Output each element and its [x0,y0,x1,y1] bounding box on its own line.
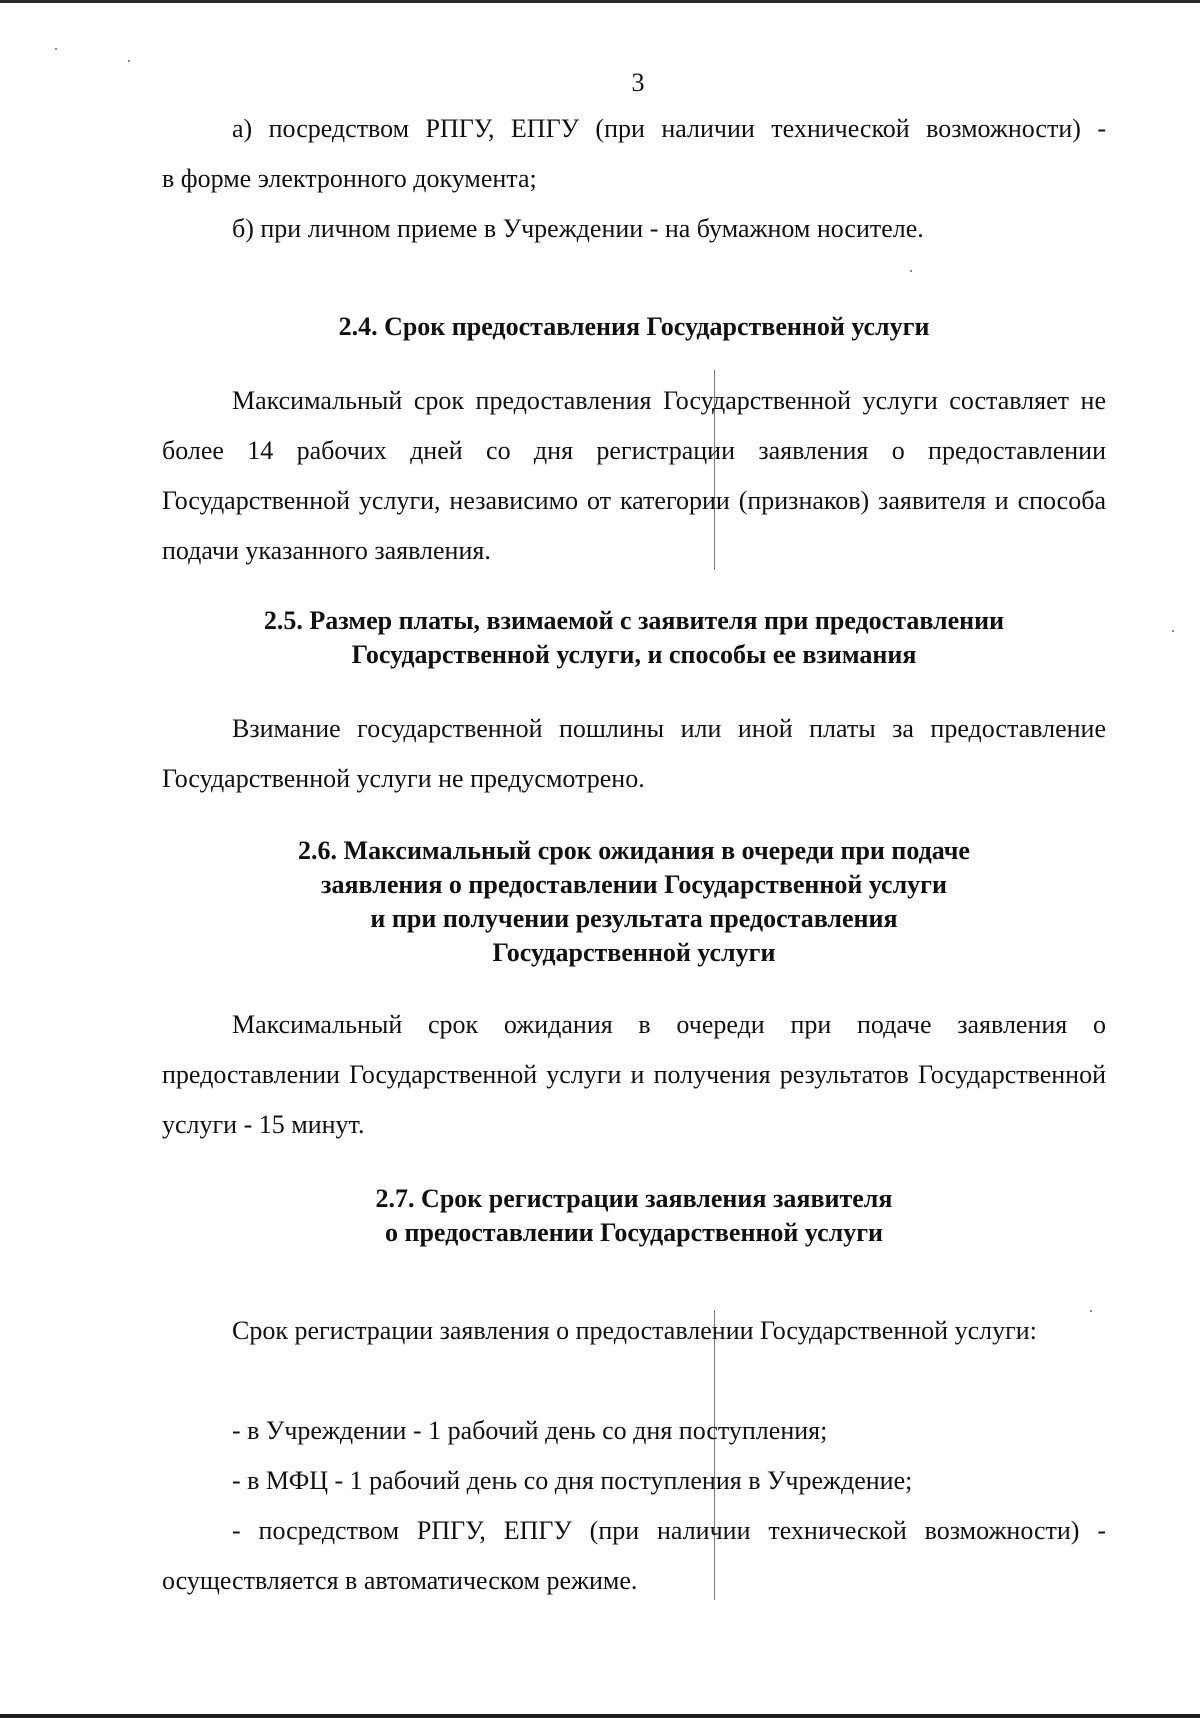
paragraph-fee: Взимание государственной пошлины или иной платы за предоставление Государственной услуги не предусмотрено. [162,714,1106,793]
section-heading-2-6: 2.6. Максимальный срок ожидания в очереди при подаче заявления о предоставлении Государственной услуги и при получении результата предоставления Государственной услуги [298,836,970,967]
list-item-institution: - в Учреждении - 1 рабочий день со дня поступления; [232,1416,828,1445]
scan-speck [910,270,912,272]
scan-speck [1172,630,1174,632]
scan-top-edge [0,0,1200,3]
list-item-mfc: - в МФЦ - 1 рабочий день со дня поступления в Учреждение; [232,1466,913,1495]
paragraph-method-b: б) при личном приеме в Учреждении - на бумажном носителе. [232,214,924,243]
paragraph-method-a-line1: а) посредством РПГУ, ЕПГУ (при наличии технической возможности) - [232,114,1106,143]
paragraph-max-term: Максимальный срок предоставления Государственной услуги составляет не более 14 рабочих дней со дня регистрации заявления о предоставлении Государственной услуги, независимо от категории (признаков) заявителя и способа подачи указанного заявления. [162,386,1106,565]
scan-speck [55,48,57,50]
page-number: 3 [631,68,645,97]
paragraph-registration-term: Срок регистрации заявления о предоставлении Государственной услуги: [232,1316,1037,1345]
list-item-online-line2: осуществляется в автоматическом режиме. [162,1566,638,1595]
section-heading-2-4: 2.4. Срок предоставления Государственной услуги [338,312,930,341]
scan-speck [128,60,130,62]
section-heading-2-5: 2.5. Размер платы, взимаемой с заявителя при предоставлении Государственной услуги, и способы ее взимания [263,606,1005,669]
section-heading-2-7: 2.7. Срок регистрации заявления заявителя о предоставлении Государственной услуги [375,1184,893,1247]
scan-bottom-edge [0,1714,1200,1718]
paragraph-queue-time: Максимальный срок ожидания в очереди при подаче заявления о предоставлении Государственной услуги и получения результатов Государственной услуги - 15 минут. [162,1010,1106,1139]
paragraph-method-a-line2: в форме электронного документа; [162,164,537,193]
list-item-online-line1: - посредством РПГУ, ЕПГУ (при наличии технической возможности) - [232,1516,1106,1545]
